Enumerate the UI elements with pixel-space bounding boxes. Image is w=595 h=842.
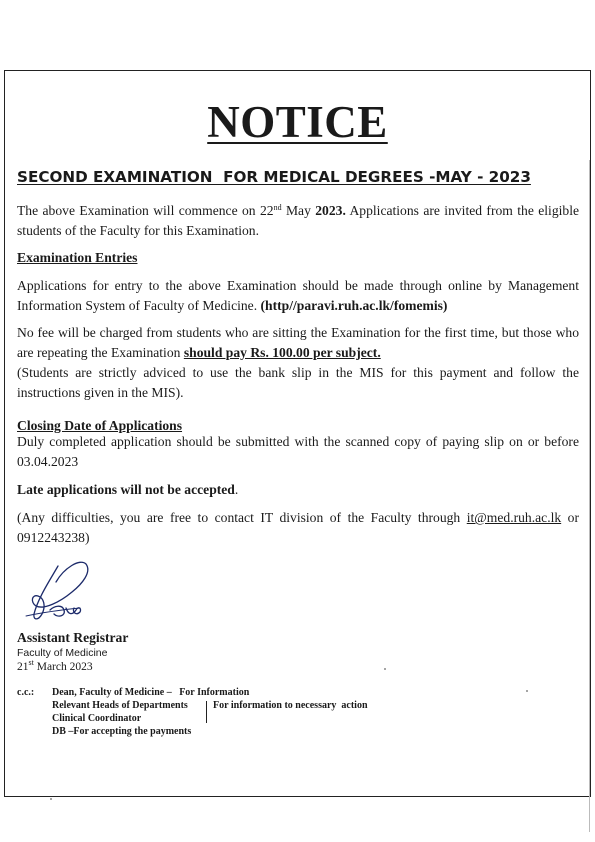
scan-edge-line bbox=[589, 160, 590, 832]
fee-amount: should pay Rs. 100.00 per subject. bbox=[183, 345, 381, 360]
fee-text: No fee will be charged from students who are sitting the Examination for the first time, but those who are repeating the Examination bbox=[17, 325, 579, 360]
scan-speck bbox=[384, 668, 386, 670]
late-text: Late applications will not be accepted bbox=[17, 482, 235, 497]
late-period: . bbox=[234, 482, 239, 497]
cc-line-heads-purpose: For information to necessary action bbox=[213, 700, 368, 711]
fee-instructions: (Students are strictly adviced to use the bank slip in the MIS for this payment and follow the instructions given in the MIS). bbox=[17, 365, 579, 400]
date-suffix: st bbox=[28, 658, 34, 667]
date-day: 21 bbox=[17, 661, 29, 673]
fee-paragraph bbox=[17, 323, 579, 403]
date-rest: March 2023 bbox=[33, 661, 93, 673]
signatory-faculty: Faculty of Medicine bbox=[17, 647, 108, 659]
intro-paragraph bbox=[17, 201, 579, 241]
cc-line-coordinator: Clinical Coordinator bbox=[52, 713, 142, 724]
notice-title: NOTICE bbox=[207, 97, 388, 147]
mis-link[interactable]: (http//paravi.ruh.ac.lk/fomemis) bbox=[260, 298, 448, 313]
scan-speck bbox=[50, 798, 52, 800]
cc-bracket bbox=[202, 701, 207, 723]
cc-line-dean: Dean, Faculty of Medicine – For Information bbox=[52, 687, 250, 698]
entries-heading: Examination Entries bbox=[17, 250, 138, 265]
cc-line-db: DB –For accepting the payments bbox=[52, 726, 192, 737]
closing-heading: Closing Date of Applications bbox=[17, 418, 183, 433]
signature-date bbox=[17, 658, 93, 673]
signatory-title: Assistant Registrar bbox=[17, 630, 129, 645]
contact-email-link[interactable]: it@med.ruh.ac.lk bbox=[466, 510, 562, 525]
exam-subtitle: SECOND EXAMINATION FOR MEDICAL DEGREES -MAY - 2023 bbox=[17, 168, 531, 186]
signature-image bbox=[20, 558, 100, 628]
contact-text: (Any difficulties, you are free to contact IT division of the Faculty through bbox=[17, 510, 467, 525]
contact-paragraph bbox=[17, 508, 579, 548]
intro-text-3: Applications are invited from the eligible students of the Faculty for this Examination. bbox=[17, 203, 580, 238]
entries-text: Applications for entry to the above Examination should be made through online by Management Information System of Faculty of Medicine. bbox=[17, 278, 579, 313]
scan-speck bbox=[526, 690, 528, 692]
intro-text-1: The above Examination will commence on 22 bbox=[17, 203, 274, 218]
late-notice bbox=[17, 480, 579, 500]
closing-paragraph: Duly completed application should be submitted with the scanned copy of paying slip on or before 03.04.2023 bbox=[17, 434, 579, 469]
entries-paragraph bbox=[17, 276, 579, 316]
contact-phone: or 0912243238) bbox=[17, 510, 579, 545]
cc-line-heads: Relevant Heads of Departments bbox=[52, 700, 188, 711]
intro-date-suffix: nd bbox=[273, 203, 282, 212]
intro-year: 2023. bbox=[315, 203, 346, 218]
intro-text-2: May bbox=[281, 203, 316, 218]
cc-label: c.c.: bbox=[17, 687, 35, 698]
